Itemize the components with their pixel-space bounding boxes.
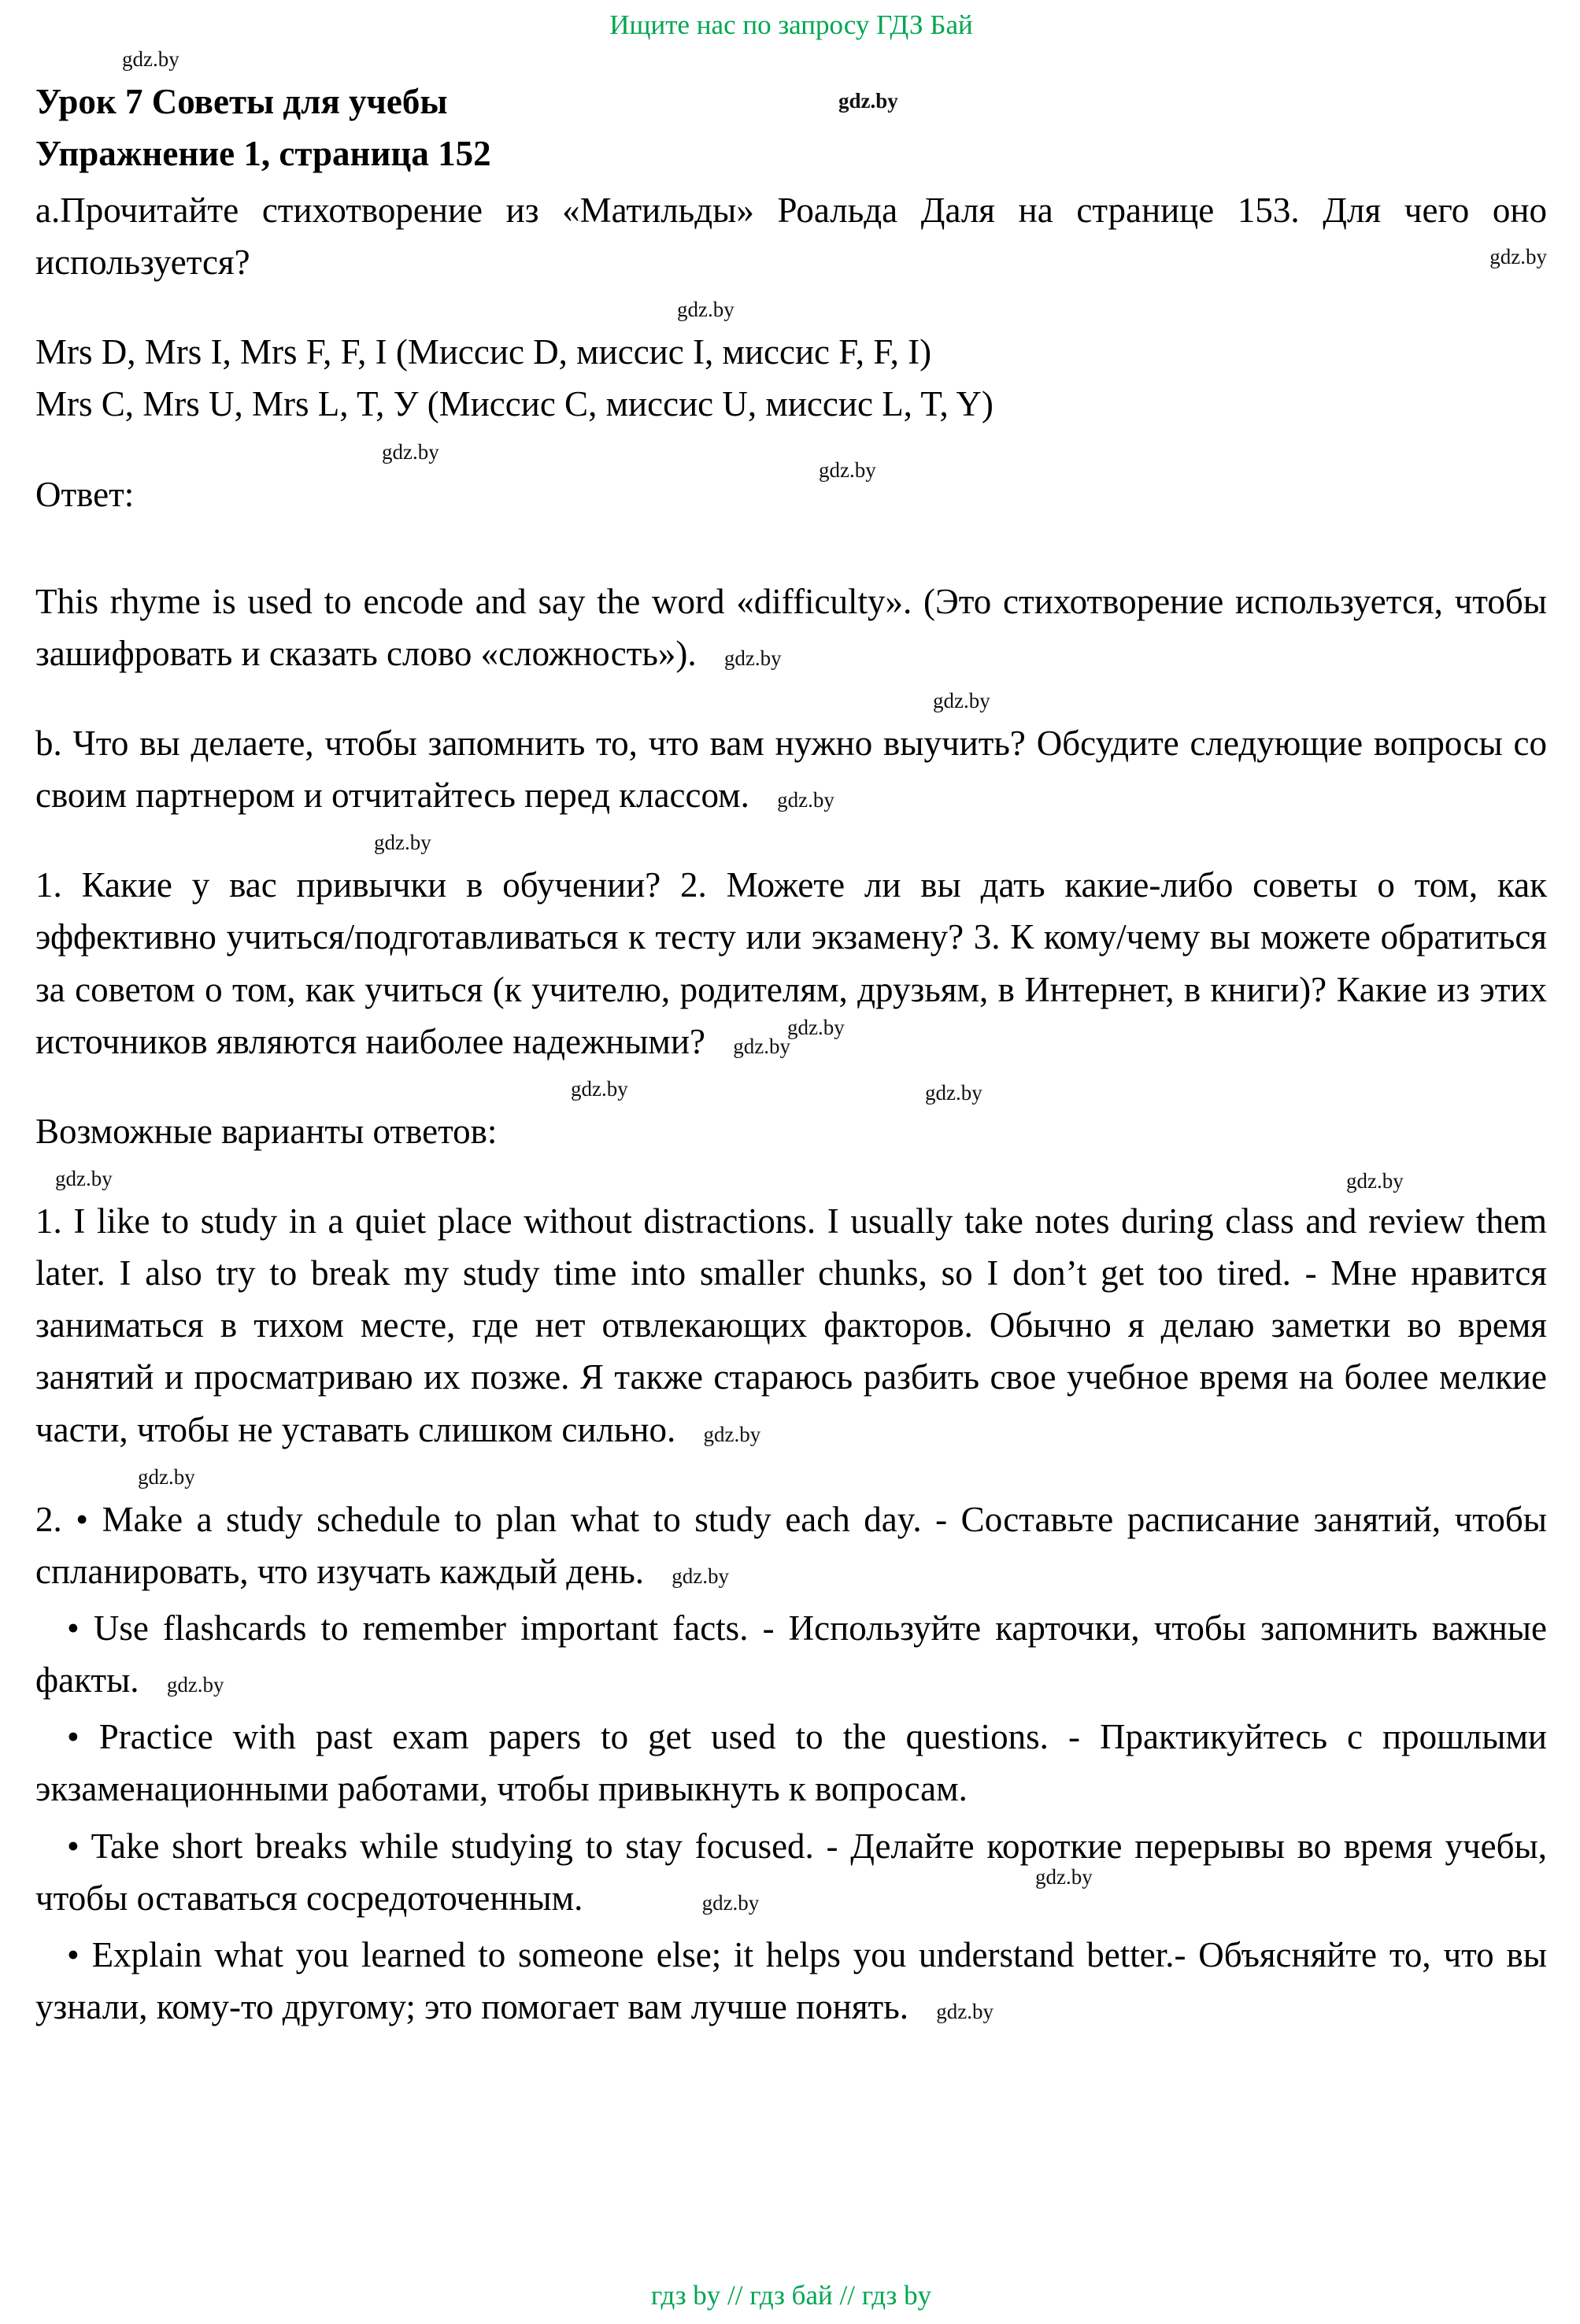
lesson-title-row <box>35 76 1547 128</box>
questions-row <box>35 859 1547 1068</box>
questions-text: 1. Какие у вас привычки в обучении? 2. Можете ли вы дать какие-либо советы о том, как эффективно учиться/подготавливаться к тесту или экзамену? 3. К кому/чему вы можете обратиться за советом о том, как учиться (к учителю, родителям, друзьям, в Интернет, в книги)? Какие из этих источников являются наиболее надежными? <box>35 865 1547 1061</box>
answer-a-text: This rhyme is used to encode and say the word «difficulty». (Это стихотворение используется, чтобы зашифровать и сказать слово «сложность»). <box>35 581 1547 673</box>
watermark: gdz.by <box>1346 1169 1404 1193</box>
watermark: gdz.by <box>819 457 876 482</box>
bullet-item <box>35 1820 1547 1924</box>
answer-2-row <box>35 1493 1547 1597</box>
promo-header: Ищите нас по запросу ГДЗ Бай <box>609 9 973 40</box>
watermark: gdz.by <box>382 439 439 464</box>
watermark <box>35 1162 1547 1195</box>
watermark <box>35 1460 1547 1493</box>
exercise-title: Упражнение 1, страница 152 <box>35 133 491 173</box>
watermark: gdz.by <box>777 788 834 812</box>
answer-label-row <box>35 457 1547 520</box>
task-b-row <box>35 717 1547 821</box>
watermark <box>35 684 1547 717</box>
answer-label: Ответ: <box>35 474 135 514</box>
watermark: gdz.by <box>672 1564 729 1588</box>
watermark: gdz.by <box>374 831 431 855</box>
answer-a-row <box>35 575 1547 679</box>
promo-footer: гдз by // гдз бай // гдз by <box>650 2280 932 2311</box>
watermark <box>35 43 1547 76</box>
watermark: gdz.by <box>1035 1864 1093 1889</box>
watermark: gdz.by <box>703 1422 761 1446</box>
rhyme-line-1: Mrs D, Mrs I, Mrs F, F, I (Миссис D, миссис I, миссис F, F, I) <box>35 332 932 372</box>
bullet-item <box>35 1711 1547 1815</box>
watermark: gdz.by <box>787 1016 845 1040</box>
bullet-practice-text: • Practice with past exam papers to get used to the questions. - Практикуйтесь с прошлыми экзаменационными работами, чтобы привыкнуть к вопросам. <box>35 1717 1547 1809</box>
answer-2-text: 2. • Make a study schedule to plan what to study each day. - Составьте расписание занятий, чтобы спланировать, что изучать каждый день. <box>35 1499 1547 1591</box>
task-a-text: а.Прочитайте стихотворение из «Матильды» Роальда Даля на странице 153. Для чего оно используется? <box>35 191 1547 283</box>
watermark: gdz.by <box>838 88 898 113</box>
bullet-explain-text: • Explain what you learned to someone else; it helps you understand better.- Объясняйте то, что вы узнали, кому-то другому; это помогает вам лучше понять. <box>35 1934 1547 2026</box>
watermark: gdz.by <box>166 1673 224 1697</box>
task-a-row <box>35 184 1547 288</box>
watermark <box>35 435 1547 468</box>
possible-answers-row <box>35 1080 1547 1157</box>
task-b-text: b. Что вы делаете, чтобы запомнить то, что вам нужно выучить? Обсудите следующие вопросы со своим партнером и отчитайтесь перед классом. <box>35 723 1547 816</box>
watermark: gdz.by <box>677 298 734 322</box>
watermark <box>35 1072 1547 1105</box>
watermark: gdz.by <box>1489 245 1547 269</box>
lesson-title: Урок 7 Советы для учебы <box>35 81 448 121</box>
watermark: gdz.by <box>122 46 179 71</box>
bullet-item <box>35 1929 1547 2033</box>
answer-1-row <box>35 1169 1547 1456</box>
watermark <box>35 826 1547 859</box>
bullet-breaks-text: • Take short breaks while studying to stay focused. - Делайте короткие перерывы во время учебы, чтобы оставаться сосредоточенным. <box>35 1826 1547 1918</box>
rhyme-line-2: Mrs C, Mrs U, Mrs L, T, У (Миссис C, миссис U, миссис L, T, Y) <box>35 384 994 424</box>
watermark: gdz.by <box>138 1464 195 1489</box>
watermark: gdz.by <box>733 1034 790 1058</box>
watermark: gdz.by <box>936 1999 994 2023</box>
watermark: gdz.by <box>933 689 990 713</box>
answer-1-text: 1. I like to study in a quiet place without distractions. I usually take notes during class and review them later. I also try to break my study time into smaller chunks, so I don’t get too tired. - Мне нравится заниматься в тихом месте, где нет отвлекающих факторов. Обычно я делаю заметки во время занятий и просматриваю их позже. Я также стараюсь разбить свое учебное время на более мелкие части, чтобы не уставать слишком сильно. <box>35 1201 1547 1449</box>
bullet-item <box>35 1602 1547 1706</box>
watermark: gdz.by <box>55 1167 113 1190</box>
watermark: gdz.by <box>701 1890 760 1915</box>
possible-answers-label: Возможные варианты ответов: <box>35 1111 498 1151</box>
bullet-flashcards-text: • Use flashcards to remember important facts. - Используйте карточки, чтобы запомнить важные факты. <box>35 1608 1547 1700</box>
watermark <box>35 293 1547 326</box>
watermark: gdz.by <box>723 646 782 670</box>
watermark: gdz.by <box>571 1076 628 1101</box>
watermark: gdz.by <box>925 1080 982 1105</box>
